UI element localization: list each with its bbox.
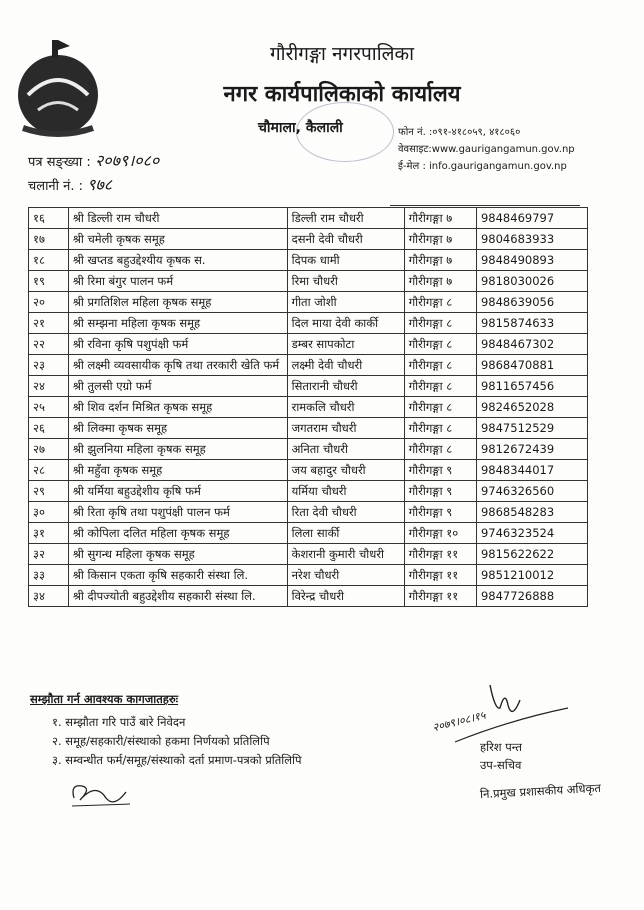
contact-person-cell: दिपक धामी <box>287 250 404 271</box>
ward-cell: गौरीगङ्गा ७ <box>404 271 476 292</box>
table-row <box>29 523 588 544</box>
ward-cell: गौरीगङ्गा ७ <box>404 229 476 250</box>
name-cell: श्री सुगन्ध महिला कृषक समूह <box>68 544 287 565</box>
serial-cell: २३ <box>29 355 69 376</box>
table-row <box>29 334 588 355</box>
name-cell: श्री चमेली कृषक समूह <box>68 229 287 250</box>
office-address: चौमाला, कैलाली <box>258 120 343 136</box>
name-cell: श्री यर्मिया बहुउद्देशीय कृषि फर्म <box>68 481 287 502</box>
phone-cell: 9848490893 <box>476 250 587 271</box>
contact-person-cell: दिल माया देवी कार्की <box>287 313 404 334</box>
ward-cell: गौरीगङ्गा ८ <box>404 334 476 355</box>
table-top-rule <box>390 205 580 206</box>
table-row <box>29 376 588 397</box>
serial-cell: २९ <box>29 481 69 502</box>
table-row <box>29 208 588 229</box>
serial-cell: २२ <box>29 334 69 355</box>
signatory-post: उप-सचिव <box>480 758 522 772</box>
serial-cell: २१ <box>29 313 69 334</box>
name-cell: श्री लक्ष्मी व्यवसायीक कृषि तथा तरकारी खेति फर्म <box>68 355 287 376</box>
contact-person-cell: रिता देवी चौधरी <box>287 502 404 523</box>
table-row <box>29 439 588 460</box>
name-cell: श्री झुलनिया महिला कृषक समूह <box>68 439 287 460</box>
serial-cell: २० <box>29 292 69 313</box>
ward-cell: गौरीगङ्गा ८ <box>404 376 476 397</box>
serial-cell: २४ <box>29 376 69 397</box>
beneficiary-table-body <box>29 208 588 607</box>
serial-cell: १६ <box>29 208 69 229</box>
phone-cell: 9868470881 <box>476 355 587 376</box>
serial-cell: ३० <box>29 502 69 523</box>
phone-cell: 9815622622 <box>476 544 587 565</box>
serial-cell: २५ <box>29 397 69 418</box>
serial-cell: २७ <box>29 439 69 460</box>
ward-cell: गौरीगङ्गा ७ <box>404 250 476 271</box>
municipality-name: गौरीगङ्गा नगरपालिका <box>269 43 415 65</box>
table-row <box>29 397 588 418</box>
phone-cell: 9848344017 <box>476 460 587 481</box>
name-cell: श्री लिक्मा कृषक समूह <box>68 418 287 439</box>
signatory-name: हरिश पन्त <box>480 740 522 754</box>
phone-cell: 9818030026 <box>476 271 587 292</box>
website-line: वेवसाइट:www.gaurigangamun.gov.np <box>398 144 575 155</box>
ward-cell: गौरीगङ्गा १० <box>404 523 476 544</box>
dispatch-number-label: चलानी नं. : <box>28 179 84 194</box>
name-cell: श्री रिमा बंगुर पालन फर्म <box>68 271 287 292</box>
table-row <box>29 271 588 292</box>
table-row <box>29 460 588 481</box>
table-row <box>29 229 588 250</box>
table-row <box>29 565 588 586</box>
phone-cell: 9812672439 <box>476 439 587 460</box>
serial-cell: ३२ <box>29 544 69 565</box>
phone-cell: 9811657456 <box>476 376 587 397</box>
serial-cell: ३१ <box>29 523 69 544</box>
dispatch-number-value: ९७८ <box>87 175 113 194</box>
signatory-title: नि.प्रमुख प्रशासकीय अधिकृत <box>479 780 602 802</box>
required-document-item: १. सम्झौता गरि पाउँ बारे निवेदन <box>52 715 186 729</box>
phone-cell: 9824652028 <box>476 397 587 418</box>
phone-cell: 9746326560 <box>476 481 587 502</box>
table-row <box>29 292 588 313</box>
phone-cell: 9851210012 <box>476 565 587 586</box>
serial-cell: १८ <box>29 250 69 271</box>
phone-cell: 9746323524 <box>476 523 587 544</box>
name-cell: श्री खप्तड बहुउद्देश्यीय कृषक स. <box>68 250 287 271</box>
name-cell: श्री दीपज्योती बहुउद्देशीय सहकारी संस्था लि. <box>68 586 287 607</box>
required-document-item: २. समूह/सहकारी/संस्थाको हकमा निर्णयको प्रतिलिपि <box>52 734 270 748</box>
name-cell: श्री रविना कृषि पशुपंक्षी फर्म <box>68 334 287 355</box>
required-documents <box>30 692 302 770</box>
required-documents-list <box>30 713 302 770</box>
table-row <box>29 250 588 271</box>
ref-number-label: पत्र सङ्ख्या : <box>28 155 91 170</box>
name-cell: श्री प्रगतिशिल महिला कृषक समूह <box>68 292 287 313</box>
ward-cell: गौरीगङ्गा ७ <box>404 208 476 229</box>
table-row <box>29 586 588 607</box>
serial-cell: २६ <box>29 418 69 439</box>
ward-cell: गौरीगङ्गा ८ <box>404 355 476 376</box>
name-cell: श्री महुँवा कृषक समूह <box>68 460 287 481</box>
contact-person-cell: सितारानी चौधरी <box>287 376 404 397</box>
serial-cell: २८ <box>29 460 69 481</box>
phone-cell: 9868548283 <box>476 502 587 523</box>
office-name: नगर कार्यपालिकाको कार्यालय <box>223 82 461 107</box>
serial-cell: ३४ <box>29 586 69 607</box>
ref-number-value: २०७९।०८० <box>94 151 160 170</box>
name-cell: श्री तुलसी एग्रो फर्म <box>68 376 287 397</box>
email-line: ई-मेल : info.gaurigangamun.gov.np <box>398 161 567 172</box>
contact-person-cell: यर्मिया चौधरी <box>287 481 404 502</box>
name-cell: श्री डिल्ली राम चौधरी <box>68 208 287 229</box>
ward-cell: गौरीगङ्गा ८ <box>404 313 476 334</box>
ward-cell: गौरीगङ्गा ८ <box>404 418 476 439</box>
ref-number-line <box>28 150 159 174</box>
serial-cell: १७ <box>29 229 69 250</box>
contact-person-cell: नरेश चौधरी <box>287 565 404 586</box>
name-cell: श्री रिता कृषि तथा पशुपंक्षी पालन फर्म <box>68 502 287 523</box>
ward-cell: गौरीगङ्गा ९ <box>404 502 476 523</box>
contact-person-cell: लक्ष्मी देवी चौधरी <box>287 355 404 376</box>
beneficiary-table <box>28 207 588 607</box>
contact-person-cell: केशरानी कुमारी चौधरी <box>287 544 404 565</box>
phone-cell: 9804683933 <box>476 229 587 250</box>
phone-cell: 9848639056 <box>476 292 587 313</box>
phone-line: फोन नं. :०९१-४१८०५९, ४१८०६० <box>398 127 521 138</box>
ward-cell: गौरीगङ्गा ८ <box>404 439 476 460</box>
contact-person-cell: डिल्ली राम चौधरी <box>287 208 404 229</box>
contact-person-cell: लिला सार्की <box>287 523 404 544</box>
ward-cell: गौरीगङ्गा ८ <box>404 397 476 418</box>
ward-cell: गौरीगङ्गा ९ <box>404 460 476 481</box>
ward-cell: गौरीगङ्गा ८ <box>404 292 476 313</box>
reference-block <box>28 150 159 198</box>
beneficiary-table-wrap <box>28 207 612 607</box>
table-row <box>29 544 588 565</box>
required-document-item: ३. सम्वन्धीत फर्म/समूह/संस्थाको दर्ता प्रमाण-पत्रको प्रतिलिपि <box>52 753 302 767</box>
signature-date: २०७९।०८।१५ <box>431 708 487 735</box>
table-row <box>29 313 588 334</box>
phone-cell: 9847726888 <box>476 586 587 607</box>
phone-cell: 9848467302 <box>476 334 587 355</box>
contact-person-cell: अनिता चौधरी <box>287 439 404 460</box>
table-row <box>29 502 588 523</box>
serial-cell: १९ <box>29 271 69 292</box>
contact-person-cell: डम्बर सापकोटा <box>287 334 404 355</box>
required-documents-heading: सम्झौता गर्न आवश्यक कागजातहरुः <box>30 692 179 706</box>
contact-person-cell: दसनी देवी चौधरी <box>287 229 404 250</box>
name-cell: श्री किसान एकता कृषि सहकारी संस्था लि. <box>68 565 287 586</box>
name-cell: श्री सम्झना महिला कृषक समूह <box>68 313 287 334</box>
phone-cell: 9848469797 <box>476 208 587 229</box>
table-row <box>29 355 588 376</box>
table-row <box>29 418 588 439</box>
table-row <box>29 481 588 502</box>
phone-cell: 9847512529 <box>476 418 587 439</box>
contact-person-cell: विरेन्द्र चौधरी <box>287 586 404 607</box>
phone-cell: 9815874633 <box>476 313 587 334</box>
signatory-block <box>480 738 522 774</box>
contact-person-cell: रामकलि चौधरी <box>287 397 404 418</box>
contact-person-cell: जय बहादुर चौधरी <box>287 460 404 481</box>
contact-info <box>398 124 575 175</box>
contact-person-cell: रिमा चौधरी <box>287 271 404 292</box>
ward-cell: गौरीगङ्गा ११ <box>404 565 476 586</box>
contact-person-cell: जगतराम चौधरी <box>287 418 404 439</box>
ward-cell: गौरीगङ्गा ९ <box>404 481 476 502</box>
ward-cell: गौरीगङ्गा ११ <box>404 586 476 607</box>
name-cell: श्री कोपिला दलित महिला कृषक समूह <box>68 523 287 544</box>
contact-person-cell: गीता जोशी <box>287 292 404 313</box>
name-cell: श्री शिव दर्शन मिश्रित कृषक समूह <box>68 397 287 418</box>
handwritten-initial <box>66 778 136 814</box>
serial-cell: ३३ <box>29 565 69 586</box>
dispatch-number-line <box>28 174 159 198</box>
ward-cell: गौरीगङ्गा ११ <box>404 544 476 565</box>
